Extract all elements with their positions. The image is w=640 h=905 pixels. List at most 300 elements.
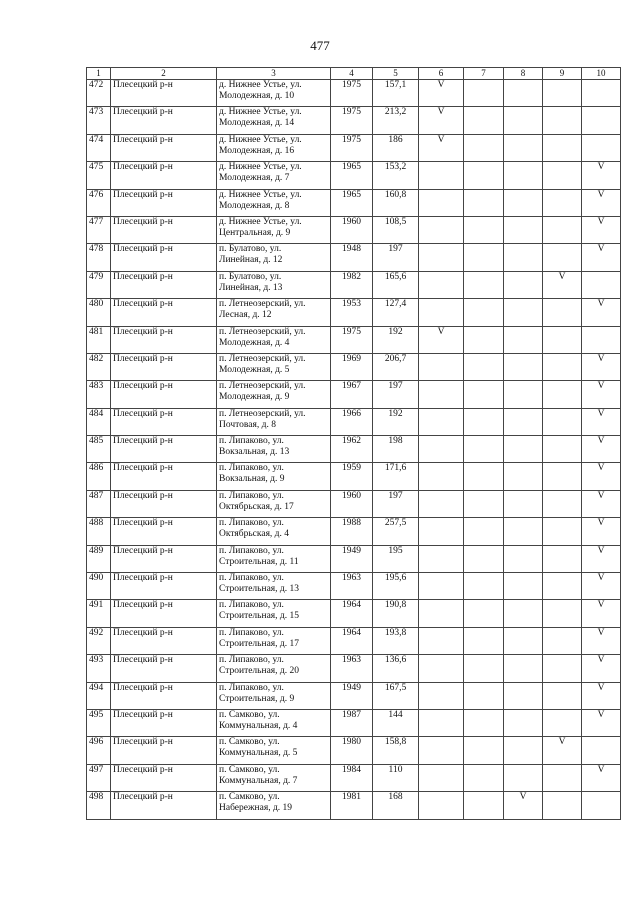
address-line-2: Строительная, д. 13 — [219, 584, 300, 595]
address-line-2: Октябрьская, д. 17 — [219, 501, 294, 512]
mark-cell-6 — [419, 353, 464, 380]
mark-cell-8 — [504, 216, 543, 243]
mark-cell-10: V — [582, 408, 621, 435]
table-row — [87, 792, 621, 819]
mark-cell-9 — [543, 436, 582, 463]
address-line-2: Строительная, д. 17 — [219, 638, 300, 649]
address-cell — [217, 107, 331, 134]
mark-cell-9 — [543, 792, 582, 819]
mark-cell-7 — [464, 463, 504, 490]
address-line-1: д. Нижнее Устье, ул. — [219, 107, 302, 118]
row-number-cell: 488 — [87, 518, 111, 545]
table-row — [87, 573, 621, 600]
mark-cell-7 — [464, 518, 504, 545]
mark-cell-10: V — [582, 490, 621, 517]
mark-cell-6 — [419, 299, 464, 326]
mark-cell-6 — [419, 381, 464, 408]
table-row — [87, 408, 621, 435]
area-cell: 198 — [373, 436, 419, 463]
address-line-1: п. Липаково, ул. — [219, 490, 284, 501]
mark-cell-6 — [419, 162, 464, 189]
mark-cell-6 — [419, 271, 464, 298]
mark-cell-8 — [504, 490, 543, 517]
address-line-2: Строительная, д. 11 — [219, 556, 299, 567]
column-header-6: 6 — [419, 68, 464, 80]
mark-cell-6: V — [419, 326, 464, 353]
address-line-2: Коммунальная, д. 5 — [219, 748, 298, 759]
mark-cell-6: V — [419, 80, 464, 107]
table-row — [87, 655, 621, 682]
table-body — [87, 80, 621, 820]
address-line-1: п. Липаково, ул. — [219, 545, 284, 556]
mark-cell-10: V — [582, 600, 621, 627]
district-cell: Плесецкий р-н — [111, 737, 217, 764]
address-line-1: п. Липаково, ул. — [219, 682, 284, 693]
address-cell — [217, 764, 331, 791]
address-line-1: п. Самково, ул. — [219, 709, 280, 720]
address-line-2: Молодежная, д. 8 — [219, 200, 290, 211]
header-row — [87, 68, 621, 80]
mark-cell-10: V — [582, 162, 621, 189]
mark-cell-10: V — [582, 189, 621, 216]
row-number-cell: 472 — [87, 80, 111, 107]
mark-cell-8 — [504, 189, 543, 216]
mark-cell-10: V — [582, 299, 621, 326]
row-number-cell: 496 — [87, 737, 111, 764]
area-cell: 197 — [373, 490, 419, 517]
address-cell — [217, 573, 331, 600]
year-cell: 1964 — [331, 600, 373, 627]
mark-cell-8 — [504, 627, 543, 654]
address-line-1: п. Летнеозерский, ул. — [219, 408, 306, 419]
mark-cell-6 — [419, 436, 464, 463]
page-number: 477 — [310, 38, 330, 53]
table-row — [87, 134, 621, 161]
column-header-10: 10 — [582, 68, 621, 80]
address-line-2: Почтовая, д. 8 — [219, 419, 276, 430]
address-line-1: п. Летнеозерский, ул. — [219, 353, 306, 364]
address-line-2: Вокзальная, д. 9 — [219, 474, 285, 485]
mark-cell-7 — [464, 490, 504, 517]
table-row — [87, 764, 621, 791]
mark-cell-10: V — [582, 436, 621, 463]
mark-cell-9 — [543, 408, 582, 435]
mark-cell-10: V — [582, 518, 621, 545]
mark-cell-8 — [504, 299, 543, 326]
table-row — [87, 381, 621, 408]
area-cell: 206,7 — [373, 353, 419, 380]
address-line-2: Молодежная, д. 16 — [219, 145, 295, 156]
mark-cell-7 — [464, 709, 504, 736]
table-row — [87, 518, 621, 545]
address-line-1: п. Летнеозерский, ул. — [219, 299, 306, 310]
address-line-2: Строительная, д. 20 — [219, 666, 300, 677]
mark-cell-9 — [543, 326, 582, 353]
area-cell: 190,8 — [373, 600, 419, 627]
address-line-1: п. Булатово, ул. — [219, 244, 282, 255]
area-cell: 197 — [373, 244, 419, 271]
mark-cell-8 — [504, 408, 543, 435]
address-cell — [217, 134, 331, 161]
table-row — [87, 162, 621, 189]
year-cell: 1967 — [331, 381, 373, 408]
mark-cell-8 — [504, 545, 543, 572]
mark-cell-9 — [543, 216, 582, 243]
mark-cell-10 — [582, 271, 621, 298]
table-row — [87, 299, 621, 326]
mark-cell-6 — [419, 545, 464, 572]
row-number-cell: 490 — [87, 573, 111, 600]
table-row — [87, 737, 621, 764]
mark-cell-9 — [543, 709, 582, 736]
table-row — [87, 490, 621, 517]
table-row — [87, 326, 621, 353]
mark-cell-7 — [464, 326, 504, 353]
year-cell: 1984 — [331, 764, 373, 791]
row-number-cell: 492 — [87, 627, 111, 654]
district-cell: Плесецкий р-н — [111, 107, 217, 134]
address-line-2: Молодежная, д. 9 — [219, 392, 290, 403]
address-line-1: д. Нижнее Устье, ул. — [219, 80, 302, 90]
housing-registry-table — [86, 67, 621, 820]
mark-cell-6 — [419, 408, 464, 435]
address-line-2: Молодежная, д. 10 — [219, 91, 295, 101]
mark-cell-7 — [464, 682, 504, 709]
area-cell: 165,6 — [373, 271, 419, 298]
district-cell: Плесецкий р-н — [111, 655, 217, 682]
mark-cell-7 — [464, 271, 504, 298]
mark-cell-7 — [464, 545, 504, 572]
address-line-2: Коммунальная, д. 7 — [219, 775, 298, 786]
mark-cell-10: V — [582, 709, 621, 736]
mark-cell-9 — [543, 545, 582, 572]
address-line-2: Молодежная, д. 14 — [219, 118, 295, 129]
table-row — [87, 545, 621, 572]
mark-cell-10 — [582, 737, 621, 764]
mark-cell-7 — [464, 600, 504, 627]
mark-cell-10: V — [582, 655, 621, 682]
mark-cell-8 — [504, 573, 543, 600]
address-line-2: Лесная, д. 12 — [219, 310, 272, 321]
row-number-cell: 474 — [87, 134, 111, 161]
mark-cell-7 — [464, 80, 504, 107]
area-cell: 195,6 — [373, 573, 419, 600]
column-header-1: 1 — [87, 68, 111, 80]
area-cell: 197 — [373, 381, 419, 408]
mark-cell-6 — [419, 600, 464, 627]
mark-cell-6: V — [419, 107, 464, 134]
mark-cell-7 — [464, 737, 504, 764]
row-number-cell: 487 — [87, 490, 111, 517]
area-cell: 108,5 — [373, 216, 419, 243]
year-cell: 1960 — [331, 216, 373, 243]
area-cell: 127,4 — [373, 299, 419, 326]
year-cell: 1965 — [331, 162, 373, 189]
year-cell: 1948 — [331, 244, 373, 271]
table-row — [87, 107, 621, 134]
mark-cell-6 — [419, 655, 464, 682]
year-cell: 1966 — [331, 408, 373, 435]
district-cell: Плесецкий р-н — [111, 271, 217, 298]
district-cell: Плесецкий р-н — [111, 573, 217, 600]
address-cell — [217, 189, 331, 216]
mark-cell-6 — [419, 490, 464, 517]
mark-cell-6 — [419, 518, 464, 545]
mark-cell-9 — [543, 299, 582, 326]
mark-cell-8 — [504, 271, 543, 298]
mark-cell-9 — [543, 463, 582, 490]
address-line-2: Набережная, д. 19 — [219, 803, 293, 814]
mark-cell-7 — [464, 764, 504, 791]
address-cell — [217, 600, 331, 627]
mark-cell-9: V — [543, 271, 582, 298]
table-row — [87, 709, 621, 736]
row-number-cell: 479 — [87, 271, 111, 298]
district-cell: Плесецкий р-н — [111, 682, 217, 709]
mark-cell-8 — [504, 381, 543, 408]
mark-cell-9 — [543, 189, 582, 216]
address-cell — [217, 326, 331, 353]
table-row — [87, 627, 621, 654]
address-line-1: п. Липаково, ул. — [219, 655, 284, 666]
year-cell: 1949 — [331, 545, 373, 572]
address-cell — [217, 353, 331, 380]
mark-cell-9 — [543, 600, 582, 627]
mark-cell-7 — [464, 162, 504, 189]
address-line-2: Октябрьская, д. 4 — [219, 529, 290, 540]
address-cell — [217, 792, 331, 819]
district-cell: Плесецкий р-н — [111, 326, 217, 353]
mark-cell-8: V — [504, 792, 543, 819]
address-line-1: п. Булатово, ул. — [219, 271, 282, 282]
mark-cell-9: V — [543, 737, 582, 764]
mark-cell-10: V — [582, 216, 621, 243]
year-cell: 1969 — [331, 353, 373, 380]
mark-cell-10: V — [582, 682, 621, 709]
mark-cell-10 — [582, 80, 621, 107]
mark-cell-7 — [464, 655, 504, 682]
mark-cell-8 — [504, 244, 543, 271]
district-cell: Плесецкий р-н — [111, 216, 217, 243]
address-cell — [217, 381, 331, 408]
address-cell — [217, 271, 331, 298]
address-cell — [217, 545, 331, 572]
mark-cell-10: V — [582, 381, 621, 408]
area-cell: 167,5 — [373, 682, 419, 709]
column-header-4: 4 — [331, 68, 373, 80]
address-cell — [217, 80, 331, 107]
year-cell: 1980 — [331, 737, 373, 764]
row-number-cell: 494 — [87, 682, 111, 709]
district-cell: Плесецкий р-н — [111, 627, 217, 654]
address-line-2: Строительная, д. 15 — [219, 611, 300, 622]
mark-cell-6 — [419, 682, 464, 709]
district-cell: Плесецкий р-н — [111, 134, 217, 161]
area-cell: 193,8 — [373, 627, 419, 654]
district-cell: Плесецкий р-н — [111, 189, 217, 216]
area-cell: 186 — [373, 134, 419, 161]
row-number-cell: 483 — [87, 381, 111, 408]
address-cell — [217, 244, 331, 271]
mark-cell-9 — [543, 655, 582, 682]
year-cell: 1975 — [331, 326, 373, 353]
district-cell: Плесецкий р-н — [111, 518, 217, 545]
row-number-cell: 489 — [87, 545, 111, 572]
area-cell: 136,6 — [373, 655, 419, 682]
mark-cell-8 — [504, 463, 543, 490]
mark-cell-10 — [582, 792, 621, 819]
district-cell: Плесецкий р-н — [111, 299, 217, 326]
year-cell: 1982 — [331, 271, 373, 298]
row-number-cell: 480 — [87, 299, 111, 326]
mark-cell-9 — [543, 573, 582, 600]
year-cell: 1959 — [331, 463, 373, 490]
mark-cell-7 — [464, 216, 504, 243]
address-line-1: п. Липаково, ул. — [219, 436, 284, 447]
row-number-cell: 484 — [87, 408, 111, 435]
district-cell: Плесецкий р-н — [111, 490, 217, 517]
address-line-1: п. Летнеозерский, ул. — [219, 381, 306, 392]
address-line-2: Центральная, д. 9 — [219, 227, 291, 238]
mark-cell-7 — [464, 353, 504, 380]
address-line-1: п. Самково, ул. — [219, 792, 280, 803]
mark-cell-10: V — [582, 463, 621, 490]
mark-cell-9 — [543, 518, 582, 545]
table-row — [87, 682, 621, 709]
table-row — [87, 244, 621, 271]
area-cell: 160,8 — [373, 189, 419, 216]
mark-cell-7 — [464, 792, 504, 819]
year-cell: 1965 — [331, 189, 373, 216]
mark-cell-10: V — [582, 353, 621, 380]
address-line-1: п. Самково, ул. — [219, 764, 280, 775]
mark-cell-6 — [419, 573, 464, 600]
year-cell: 1963 — [331, 573, 373, 600]
year-cell: 1964 — [331, 627, 373, 654]
district-cell: Плесецкий р-н — [111, 408, 217, 435]
year-cell: 1963 — [331, 655, 373, 682]
address-line-1: п. Липаково, ул. — [219, 600, 284, 611]
address-line-2: Вокзальная, д. 13 — [219, 447, 290, 458]
address-line-2: Линейная, д. 12 — [219, 255, 283, 266]
address-cell — [217, 436, 331, 463]
district-cell: Плесецкий р-н — [111, 545, 217, 572]
area-cell: 158,8 — [373, 737, 419, 764]
address-line-1: д. Нижнее Устье, ул. — [219, 162, 302, 173]
table-row — [87, 436, 621, 463]
mark-cell-7 — [464, 134, 504, 161]
mark-cell-8 — [504, 436, 543, 463]
table-row — [87, 80, 621, 107]
mark-cell-9 — [543, 682, 582, 709]
table-row — [87, 463, 621, 490]
mark-cell-6: V — [419, 134, 464, 161]
address-line-2: Молодежная, д. 5 — [219, 364, 290, 375]
mark-cell-8 — [504, 326, 543, 353]
address-cell — [217, 655, 331, 682]
district-cell: Плесецкий р-н — [111, 792, 217, 819]
area-cell: 157,1 — [373, 80, 419, 107]
address-line-1: д. Нижнее Устье, ул. — [219, 134, 302, 145]
address-line-2: Строительная, д. 9 — [219, 693, 295, 704]
mark-cell-9 — [543, 764, 582, 791]
mark-cell-7 — [464, 381, 504, 408]
mark-cell-8 — [504, 655, 543, 682]
address-line-2: Коммунальная, д. 4 — [219, 720, 298, 731]
address-line-2: Линейная, д. 13 — [219, 282, 283, 293]
mark-cell-10: V — [582, 764, 621, 791]
row-number-cell: 498 — [87, 792, 111, 819]
row-number-cell: 482 — [87, 353, 111, 380]
mark-cell-7 — [464, 244, 504, 271]
mark-cell-8 — [504, 80, 543, 107]
column-header-2: 2 — [111, 68, 217, 80]
row-number-cell: 495 — [87, 709, 111, 736]
year-cell: 1962 — [331, 436, 373, 463]
mark-cell-8 — [504, 162, 543, 189]
column-header-3: 3 — [217, 68, 331, 80]
address-line-1: д. Нижнее Устье, ул. — [219, 189, 302, 200]
table-row — [87, 271, 621, 298]
address-cell — [217, 408, 331, 435]
column-header-5: 5 — [373, 68, 419, 80]
mark-cell-9 — [543, 134, 582, 161]
area-cell: 144 — [373, 709, 419, 736]
mark-cell-7 — [464, 299, 504, 326]
year-cell: 1987 — [331, 709, 373, 736]
address-cell — [217, 463, 331, 490]
column-header-7: 7 — [464, 68, 504, 80]
district-cell: Плесецкий р-н — [111, 353, 217, 380]
area-cell: 195 — [373, 545, 419, 572]
address-cell — [217, 518, 331, 545]
mark-cell-6 — [419, 216, 464, 243]
mark-cell-9 — [543, 80, 582, 107]
table-row — [87, 600, 621, 627]
address-cell — [217, 490, 331, 517]
address-cell — [217, 737, 331, 764]
row-number-cell: 478 — [87, 244, 111, 271]
mark-cell-9 — [543, 490, 582, 517]
year-cell: 1975 — [331, 107, 373, 134]
mark-cell-7 — [464, 573, 504, 600]
mark-cell-9 — [543, 162, 582, 189]
address-line-2: Молодежная, д. 4 — [219, 337, 290, 348]
mark-cell-10 — [582, 107, 621, 134]
row-number-cell: 485 — [87, 436, 111, 463]
mark-cell-6 — [419, 792, 464, 819]
mark-cell-8 — [504, 518, 543, 545]
mark-cell-8 — [504, 709, 543, 736]
address-line-1: д. Нижнее Устье, ул. — [219, 216, 302, 227]
mark-cell-10: V — [582, 545, 621, 572]
mark-cell-10: V — [582, 244, 621, 271]
row-number-cell: 477 — [87, 216, 111, 243]
mark-cell-6 — [419, 244, 464, 271]
address-line-1: п. Самково, ул. — [219, 737, 280, 748]
mark-cell-8 — [504, 600, 543, 627]
address-line-2: Молодежная, д. 7 — [219, 173, 290, 184]
mark-cell-6 — [419, 627, 464, 654]
row-number-cell: 493 — [87, 655, 111, 682]
mark-cell-8 — [504, 353, 543, 380]
mark-cell-10 — [582, 326, 621, 353]
mark-cell-9 — [543, 627, 582, 654]
address-line-1: п. Летнеозерский, ул. — [219, 326, 306, 337]
mark-cell-9 — [543, 107, 582, 134]
mark-cell-7 — [464, 436, 504, 463]
mark-cell-8 — [504, 134, 543, 161]
